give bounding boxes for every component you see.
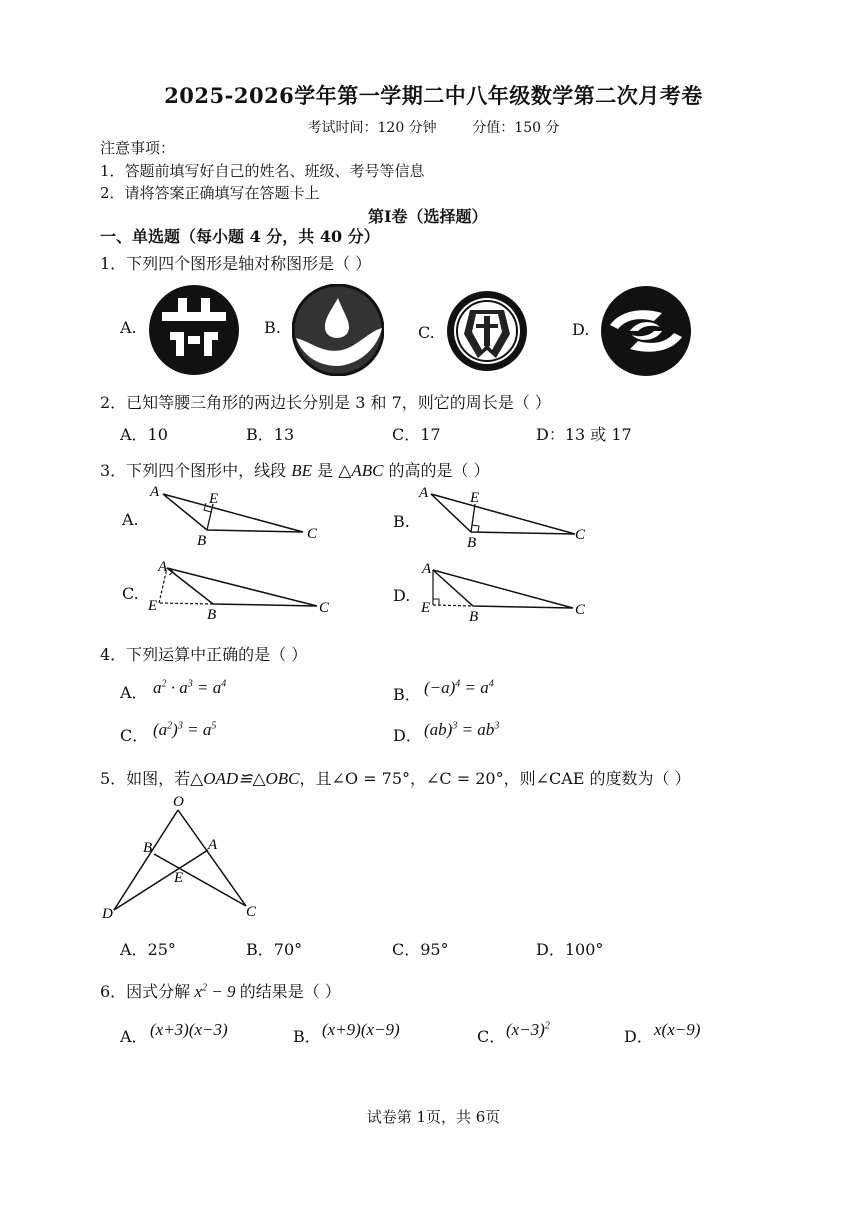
q3-stem bbox=[100, 458, 490, 481]
q3d-point-b: B bbox=[469, 609, 479, 622]
notice-heading: 注意事项： bbox=[100, 139, 176, 157]
q1-label-b: B. bbox=[264, 318, 281, 337]
q1-label-d: D. bbox=[572, 320, 590, 339]
q3a-point-b: B bbox=[197, 533, 207, 549]
q3a-point-e: E bbox=[209, 491, 219, 507]
q3b-point-b: B bbox=[467, 535, 477, 551]
q6-stem-pre: 6．因式分解 bbox=[100, 982, 191, 1001]
q3c-point-c: C bbox=[319, 600, 330, 616]
q2-stem: 2．已知等腰三角形的两边长分别是 3 和 7，则它的周长是（ ） bbox=[100, 393, 551, 412]
q6-option-a-expr: (x+3)(x−3) bbox=[150, 1020, 228, 1039]
q3d-point-a: A bbox=[422, 561, 432, 577]
q3-figure-c bbox=[145, 556, 340, 620]
q6-stem-expr: $x^2 - 9$ bbox=[190, 982, 240, 1001]
exam-subtitle: 考试时间：120 分钟 分值：150 分 bbox=[307, 120, 560, 136]
q3b-point-e: E bbox=[470, 490, 480, 506]
q3-stem-be: BE bbox=[291, 461, 313, 480]
q4-label-a: A． bbox=[120, 683, 148, 702]
q5-point-a: A bbox=[208, 837, 218, 853]
exam-title: 2025-2026学年第一学期二中八年级数学第二次月考卷 bbox=[164, 83, 703, 108]
q4-stem: 4．下列运算中正确的是（ ） bbox=[100, 645, 308, 664]
q3-stem-post: 的高的是（ ） bbox=[388, 461, 490, 480]
q5-point-b: B bbox=[143, 840, 153, 856]
q4-option-d-expr: $(ab)^3 = ab^3$ bbox=[424, 720, 500, 739]
q3-label-d: D. bbox=[393, 586, 411, 605]
q6-option-d-expr: x(x−9) bbox=[654, 1020, 701, 1039]
part-title: 第Ⅰ卷（选择题） bbox=[368, 207, 488, 226]
q3b-point-c: C bbox=[575, 527, 586, 543]
q1-label-a: A. bbox=[120, 318, 137, 337]
q5-option-b: B．70° bbox=[246, 940, 303, 959]
q3-stem-pre: 3．下列四个图形中，线段 bbox=[100, 461, 287, 480]
q6-label-c: C． bbox=[477, 1027, 506, 1046]
q3a-point-c: C bbox=[307, 526, 318, 542]
q4-option-c-expr: $(a^2)^3 = a^5$ bbox=[153, 720, 217, 739]
q6-label-b: B． bbox=[293, 1027, 321, 1046]
q3-stem-triangle: △ABC bbox=[338, 461, 384, 480]
q3a-point-a: A bbox=[150, 484, 160, 500]
q5-option-c: C．95° bbox=[392, 940, 449, 959]
q3-figure-b bbox=[415, 482, 605, 552]
q4-option-a-expr: $a^2 \cdot a^3 = a^4$ bbox=[153, 678, 227, 697]
q4-label-d: D． bbox=[393, 726, 422, 745]
notice-item-2: 2．请将答案正确填写在答题卡上 bbox=[100, 184, 320, 202]
q3-label-c: C. bbox=[122, 584, 139, 603]
q1-emblem-b bbox=[292, 284, 384, 376]
q2-option-c: C．17 bbox=[392, 425, 441, 444]
q6-option-c-expr: $(x-3)^2$ bbox=[506, 1020, 550, 1039]
q4-label-b: B． bbox=[393, 685, 421, 704]
q2-option-d: D：13 或 17 bbox=[536, 425, 632, 444]
q5-figure bbox=[98, 792, 268, 922]
q1-emblem-c bbox=[446, 290, 528, 372]
page-footer: 试卷第 1页，共 6页 bbox=[366, 1108, 501, 1126]
q1-stem: 1．下列四个图形是轴对称图形是（ ） bbox=[100, 254, 372, 273]
q6-label-a: A． bbox=[120, 1027, 148, 1046]
q3-label-b: B. bbox=[393, 512, 410, 531]
q5-point-e: E bbox=[174, 870, 184, 886]
q5-stem-pre: 5．如图，若 bbox=[100, 769, 191, 788]
q1-emblem-d bbox=[600, 285, 692, 377]
q5-point-o: O bbox=[173, 794, 184, 810]
q3-figure-d bbox=[415, 558, 600, 622]
q2-option-a: A．10 bbox=[120, 425, 168, 444]
q1-label-c: C. bbox=[418, 323, 435, 342]
q3c-point-b: B bbox=[207, 607, 217, 620]
q6-option-b-expr: (x+9)(x−9) bbox=[322, 1020, 400, 1039]
q6-stem bbox=[100, 979, 341, 1002]
q4-label-c: C． bbox=[120, 726, 149, 745]
q3d-point-c: C bbox=[575, 602, 586, 618]
notice-item-1: 1．答题前填写好自己的姓名、班级、考号等信息 bbox=[100, 162, 425, 180]
q3d-point-e: E bbox=[421, 600, 431, 616]
q3-label-a: A. bbox=[122, 510, 139, 529]
q5-option-d: D．100° bbox=[536, 940, 604, 959]
q6-label-d: D． bbox=[624, 1027, 653, 1046]
q3b-point-a: A bbox=[419, 485, 429, 501]
q3-figure-a bbox=[145, 482, 335, 552]
q5-point-d: D bbox=[102, 906, 113, 922]
q3-stem-mid: 是 bbox=[317, 461, 334, 480]
q6-stem-post: 的结果是（ ） bbox=[239, 982, 341, 1001]
q5-stem bbox=[100, 766, 691, 789]
q5-option-a: A．25° bbox=[120, 940, 176, 959]
q3c-point-e: E bbox=[148, 598, 158, 614]
q5-stem-rest: ，且∠O = 75°，∠C = 20°，则∠CAE 的度数为（ ） bbox=[299, 769, 691, 788]
q2-option-b: B．13 bbox=[246, 425, 295, 444]
q5-stem-congruence: △OAD≌△OBC bbox=[190, 769, 300, 788]
q4-option-b-expr: $(-a)^4 = a^4$ bbox=[424, 678, 494, 697]
q5-point-c: C bbox=[246, 904, 257, 920]
section-title: 一、单选题（每小题 4 分，共 40 分） bbox=[100, 227, 380, 246]
q1-emblem-a bbox=[148, 284, 240, 376]
q3c-point-a: A bbox=[158, 559, 168, 575]
